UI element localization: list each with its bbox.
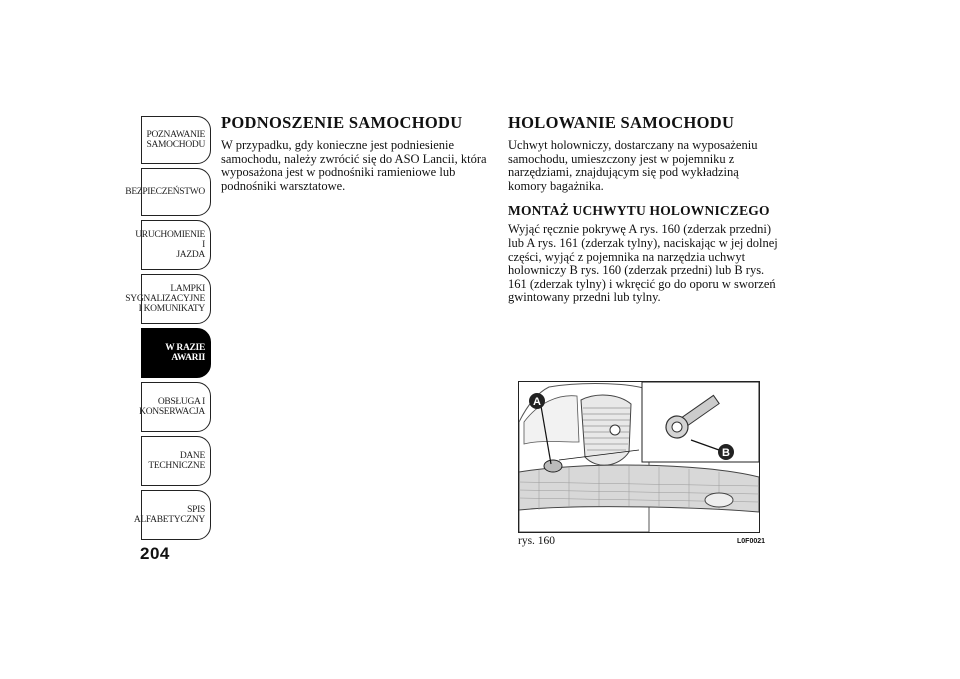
figure-front-bumper-tow-hook xyxy=(518,381,760,533)
tab-uruchomienie-i-jazda[interactable] xyxy=(135,220,211,270)
tab-lampki-sygnalizacyjne[interactable] xyxy=(125,274,211,324)
section-heading-lifting: PODNOSZENIE SAMOCHODU xyxy=(221,113,463,132)
subsection-heading-tow-hook: MONTAŻ UCHWYTU HOLOWNICZEGO xyxy=(508,203,770,219)
figure-code: L0F0021 xyxy=(737,538,766,545)
tab-label: URUCHOMIENIE I JAZDA xyxy=(135,230,205,260)
tab-bezpieczenstwo[interactable] xyxy=(125,168,211,216)
right-column xyxy=(508,113,778,305)
section-tab-index xyxy=(125,116,211,544)
tab-label: SPIS ALFABETYCZNY xyxy=(133,505,205,525)
section-body-towing: Uchwyt holowniczy, dostarczany na wyposażeniu samochodu, umieszczony jest w pojemniku z narzędziami, znajdującym się pod wykładziną komory bagażnika. xyxy=(508,138,758,193)
tab-label: POZNAWANIE SAMOCHODU xyxy=(146,130,205,150)
tab-dane-techniczne[interactable] xyxy=(141,436,211,486)
tab-w-razie-awarii[interactable] xyxy=(141,328,211,378)
tab-label: W RAZIE AWARII xyxy=(165,343,205,363)
subsection-body-tow-hook: Wyjąć ręcznie pokrywę A rys. 160 (zderzak przedni) lub A rys. 161 (zderzak tylny), naciskając w jej dolnej części, wyjąć z pojemnika na narzędzia uchwyt holowniczy B rys. 160 (zderzak przedni) lub B rys. 161 (zderzak tylny) i wkręcić go do oporu w sworzeń gwintowany przedni lub tylny. xyxy=(508,222,778,305)
tab-label: LAMPKI SYGNALIZACYJNE I KOMUNIKATY xyxy=(125,284,205,314)
bumper-illustration xyxy=(519,382,759,532)
tab-poznawanie-samochodu[interactable] xyxy=(141,116,211,164)
tab-label: DANE TECHNICZNE xyxy=(148,451,205,471)
marker-b-label: B xyxy=(722,447,730,459)
left-column xyxy=(221,113,491,193)
figure-caption: rys. 160 xyxy=(518,535,556,547)
section-body-lifting: W przypadku, gdy konieczne jest podniesienie samochodu, należy zwrócić się do ASO Lancii, która wyposażona jest w podnośniki ramieniowe lub podnośniki warsztatowe. xyxy=(221,138,487,193)
tab-obsluga-i-konserwacja[interactable] xyxy=(141,382,211,432)
tab-label: BEZPIECZEŃSTWO xyxy=(125,187,205,197)
section-heading-towing: HOLOWANIE SAMOCHODU xyxy=(508,113,735,132)
tab-label: OBSŁUGA I KONSERWACJA xyxy=(139,397,205,417)
tab-spis-alfabetyczny[interactable] xyxy=(133,490,211,540)
marker-a-label: A xyxy=(533,396,541,408)
page-number: 204 xyxy=(140,544,170,563)
